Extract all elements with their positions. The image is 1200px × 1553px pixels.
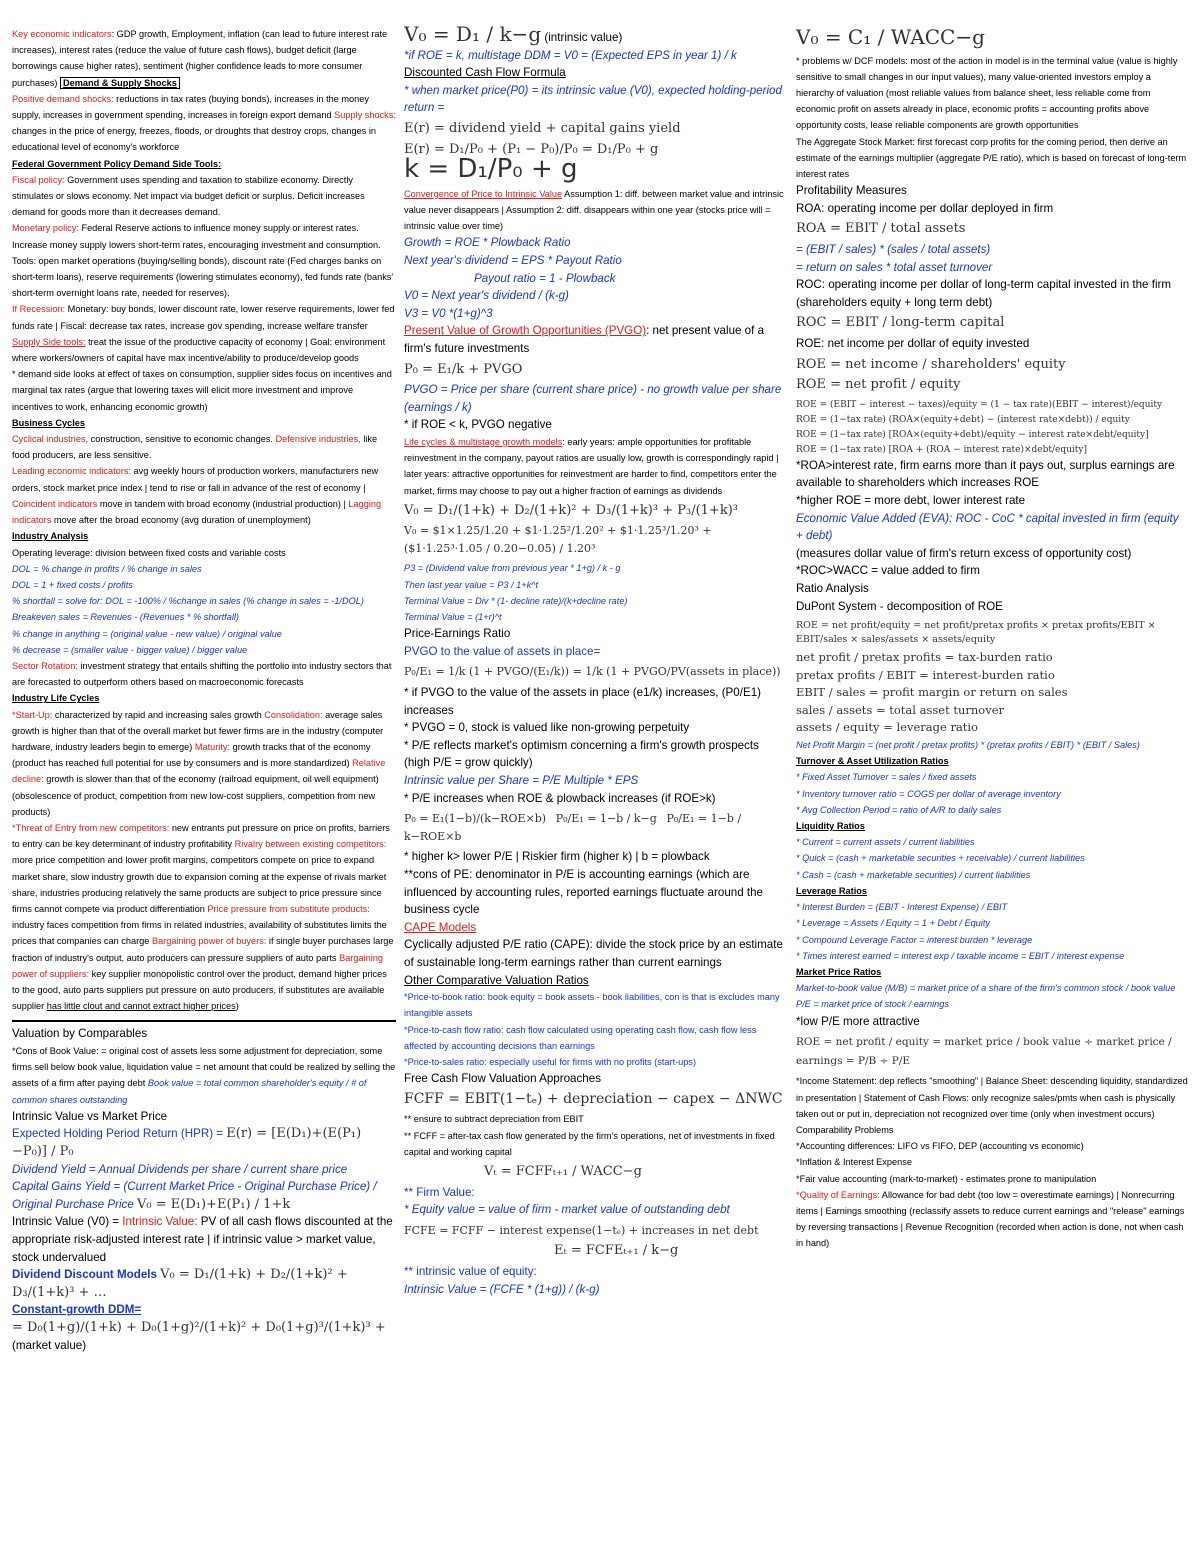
formula-avg-collection: * Avg Collection Period = ratio of A/R to daily sales <box>796 804 1002 815</box>
text-ptb: *Price-to-book ratio: book equity = book assets - book liabilities, con is that is excludes many intangible assets <box>404 992 780 1019</box>
formula-v3: V3 = V0 *(1+g)^3 <box>404 306 493 320</box>
formula-fixed-turnover: * Fixed Asset Turnover = sales / fixed assets <box>796 772 977 783</box>
formula-v0-wacc: V₀ = C₁ / WACC−g <box>796 26 985 49</box>
text-roe-def: ROE: net income per dollar of equity invested <box>796 336 1030 350</box>
heading-constant-growth: Constant-growth DDM= <box>12 1303 142 1317</box>
formula-profit-margin: EBIT / sales = profit margin or return on sales <box>796 685 1068 700</box>
paragraph-econ-indicators: Key economic indicators: GDP growth, Employment, inflation (can lead to future interest rate increases), interest rates (reduce the value of future cash flows), budget deficit (large borrowings cause higher rates), sentiment (higher confidence leads to more consumer purchases) Demand & Supply Shocks <box>12 29 388 88</box>
formula-npm: Net Profit Margin = (net profit / pretax profits) * (pretax profits / EBIT) * (EBIT / Sales) <box>796 740 1140 751</box>
text-accounting-diff: *Accounting differences: LIFO vs FIFO, DEP (accounting vs economic) <box>796 1141 1084 1152</box>
formula-fcfe: FCFE = FCFF − interest expense(1−tₑ) + increases in net debt <box>404 1223 759 1237</box>
formula-payout: Payout ratio = 1 - Plowback <box>474 271 616 285</box>
text-fair-value: *Fair value accounting (mark-to-market) - estimates prone to manipulation <box>796 1173 1097 1184</box>
paragraph-demand-side-note: * demand side looks at effect of taxes on consumption, supplier sides focus on incentives and marginal tax rates (argue that lowering taxes will elicit more investment and improve incentives to work, enhancing economic growth) <box>12 369 392 412</box>
text-pe-increases: * P/E increases when ROE & plowback increases (if ROE>k) <box>404 791 716 805</box>
formula-roe-pe: ROE = net profit / equity = market price / book value ÷ market price / earnings = P/B ÷ P/E <box>796 1036 1172 1067</box>
text-dcf-problems: * problems w/ DCF models: most of the action in model is in the terminal value (value is highly sensitive to small changes in our input values), many value-oriented investors employ a hierarchy of valuation (most reliable values from balance sheet, less reliable come from economic profit on assets already in place, economic profits = accounting profits above opportunity costs, lease reliable components are growth opportunities <box>796 55 1178 131</box>
text-equity-value: * Equity value = value of firm - market value of outstanding debt <box>404 1203 730 1217</box>
formula-terminal-2: Terminal Value = (1+r)^t <box>404 612 502 623</box>
text-fcff-def: ** FCFF = after-tax cash flow generated by the firm's operations, net of investments in fixed capital and working capital <box>404 1130 775 1157</box>
formula-p0-pvgo: P₀ = E₁/k + PVGO <box>404 361 523 377</box>
paragraph-supply-side: Supply Side tools: treat the issue of the productive capacity of economy | Goal: environment where workers/owners of capital have max incentive/ability to produce/develop goods <box>12 336 386 364</box>
heading-demand-supply-shocks: Demand & Supply Shocks <box>60 77 180 89</box>
formula-roa-eq2: = return on sales * total asset turnover <box>796 260 993 274</box>
formula-roe-b1: ROE = (EBIT − interest − taxes)/equity = (1 − tax rate)(EBIT − interest)/equity <box>796 399 1163 410</box>
formula-inventory-turnover: * Inventory turnover ratio = COGS per dollar of average inventory <box>796 788 1061 799</box>
paragraph-monetary: Monetary policy: Federal Reserve actions to influence money supply or interest rates. Increase money supply lowers short-term rates, encouraging investment and consumption. Tools: open market operations (buying/selling bonds), discount rate (Fed charges banks on short-term loans), reserve requirements (lowering stimulates economy), fed funds rate (banks' short-term overnight loans rate, needed for reserves). <box>12 223 394 299</box>
formula-terminal-1: Terminal Value = Div * (1- decline rate)/(k+decline rate) <box>404 595 628 606</box>
formula-tax-burden: net profit / pretax profits = tax-burden ratio <box>796 650 1053 665</box>
formula-vt: Vₜ = FCFFₜ₊₁ / WACC−g <box>484 1163 642 1179</box>
formula-et: Eₜ = FCFEₜ₊₁ / k−g <box>554 1243 679 1259</box>
paragraph-pvgo: Present Value of Growth Opportunities (PVGO): net present value of a firm's future investments <box>404 324 765 355</box>
heading-pvgo-assets: PVGO to the value of assets in place= <box>404 644 601 658</box>
formula-leverage: * Leverage = Assets / Equity = 1 + Debt / Equity <box>796 918 990 929</box>
paragraph-fiscal: Fiscal policy: Government uses spending and taxation to stabilize economy. Directly stimulates or slows economy. Net impact via budget deficit or surplus. Deficit increases demand for goods more than it decreases demand. <box>12 174 365 218</box>
text-inflation: *Inflation & Interest Expense <box>796 1157 912 1168</box>
formula-mb: Market-to-book value (M/B) = market price of a share of the firm's common stock / book value <box>796 983 1176 994</box>
paragraph-convergence: Convergence of Price to Intrinsic Value Assumption 1: diff. between market value and intrinsic value never disappears | Assumption 2: diff. disappears within one year (stocks price will = intrinsic value over time) <box>404 188 784 232</box>
text-income-statement: *Income Statement: dep reflects "smoothing" | Balance Sheet: descending liquidity, standardized in presentation | Statement of Cash Flows: only recognize sales/pmts when cash is physically taken out or put in, depreciation not recognized over time (only when investment occurs) <box>796 1076 1188 1119</box>
formula-pct-decrease: % decrease = (smaller value - bigger value) / bigger value <box>12 644 248 655</box>
formula-leverage-ratio: assets / equity = leverage ratio <box>796 720 979 735</box>
heading-pe-ratio: Price-Earnings Ratio <box>404 627 511 641</box>
formula-dividend-yield: Dividend Yield = Annual Dividends per share / current share price <box>12 1162 348 1176</box>
text-eva-measures: (measures dollar value of firm's return excess of opportunity cost) <box>796 546 1132 560</box>
text-roa-gt: *ROA>interest rate, firm earns more than it pays out, surplus earnings are available to shareholders which increases ROE <box>796 458 1175 490</box>
column-1 <box>12 26 396 1354</box>
formula-hpr: Expected Holding Period Return (HPR) = E(r) = [E(D₁)+(E(P₁)−P₀)] / P₀ <box>12 1126 362 1159</box>
formula-times-interest: * Times interest earned = interest exp / taxable income = EBIT / interest expense <box>796 950 1125 961</box>
formula-p3: P3 = (Dividend value from previous year * 1+g) / k - g <box>404 563 621 574</box>
paragraph-sector-rotation: Sector Rotation: investment strategy that entails shifting the portfolio into industry sectors that are forecasted to outperform others based on macroeconomic forecasts <box>12 660 392 688</box>
heading-market-price-ratios: Market Price Ratios <box>796 966 882 977</box>
paragraph-intrinsic-value: Intrinsic Value (V0) = Intrinsic Value: PV of all cash flows discounted at the appropriate risk-adjusted interest rate | if intrinsic value > market value, stock undervalued <box>12 1215 393 1264</box>
formula-pvgo-def: PVGO = Price per share (current share price) - no growth value per share (earnings / k) <box>404 383 782 414</box>
text-eva: Economic Value Added (EVA): ROC - CoC * capital invested in firm (equity + debt) <box>796 511 1179 543</box>
formula-p0-group: P₀ = E₁(1−b)/(k−ROE×b) P₀/E₁ = 1−b / k−g P₀/E₁ = 1−b / k−ROE×b <box>404 812 742 843</box>
text-roe-k: *if ROE = k, multistage DDM = V0 = (Expected EPS in year 1) / k <box>404 48 737 62</box>
term-supply-shocks: Supply shocks: <box>334 110 396 121</box>
section-divider <box>12 1020 396 1022</box>
text-roa-def: ROA: operating income per dollar deployed in firm <box>796 201 1054 215</box>
formula-k: k = D₁/P₀ + g <box>404 154 578 185</box>
text-aggregate-market: The Aggregate Stock Market: first forecast corp profits for the coming period, then derive an estimate of the earnings multiplier (aggregate P/E ratio), which is based on forecast of long-term interest rates <box>796 136 1187 180</box>
formula-constant-growth: = D₀(1+g)/(1+k) + D₀(1+g)²/(1+k)² + D₀(1+g)³/(1+k)³ + (market value) <box>12 1319 386 1352</box>
paragraph-five-forces: *Threat of Entry from new competitors: new entrants put pressure on price on profits, barriers to entry can be key determinant of industry profitability Rivalry between existing competitors: more price competition and lower profit margins, competitors compete on price to expand market share, slow industry growth due to expansion coming at the expense of rivals market share, industries producing relatively the same products are subject to price pressure since firms cannot compete via product differentiation Price pressure from substitute products: industry faces competition from firms in related industries, availability of substitutes limits the prices that companies can charge Bargaining power of buyers: if single buyer purchases large fraction of industry's output, auto producers can pressure suppliers of auto parts Bargaining power of suppliers: key supplier monopolistic control over the product, demand higher prices to the good, auto parts suppliers put pressure on auto producers, if substitutes are available supplier has little clout and cannot extract higher prices) <box>12 822 394 1012</box>
text-roe-lt-k: * if ROE < k, PVGO negative <box>404 418 552 432</box>
formula-v0-growth: V₀ = D₁ / k−g (intrinsic value) <box>404 26 623 46</box>
column-3 <box>796 26 1188 1252</box>
heading-dupont: DuPont System - decomposition of ROE <box>796 599 1003 613</box>
heading-other-ratios: Other Comparative Valuation Ratios <box>404 973 589 987</box>
formula-interest-burden: pretax profits / EBIT = interest-burden ratio <box>796 667 1055 682</box>
text-firm-value: ** Firm Value: <box>404 1185 475 1199</box>
formula-pvgo-assets: P₀/E₁ = 1/k (1 + PVGO/(E₁/k)) = 1/k (1 + PVGO/PV(assets in place)) <box>404 665 781 679</box>
heading-dcf-formula: Discounted Cash Flow Formula <box>404 66 566 80</box>
formula-dupont: ROE = net profit/equity = net profit/pretax profits × pretax profits/EBIT × EBIT/sales × sales/assets × assets/equity <box>796 620 1156 646</box>
heading-intrinsic-vs-market: Intrinsic Value vs Market Price <box>12 1109 168 1123</box>
formula-cash: * Cash = (cash + marketable securities) / current liabilities <box>796 869 1031 880</box>
text-pe-reflects: * P/E reflects market's optimism concerning a firm's growth prospects (high P/E = grow quickly) <box>404 738 759 770</box>
heading-cape: CAPE Models <box>404 920 477 934</box>
paragraph-life-cycle: *Start-Up: characterized by rapid and increasing sales growth Consolidation: average sales growth is higher than that of the overall market but fewer firms are in the industry (computer hardware, industry leaders begin to emerge) Maturity: growth tracks that of the economy (product has reached full potential for use by consumers and is more standardized) Relative decline: growth is slower than that of the economy (railroad equipment, oil well equipment) (obsolescence of product, competition from new low-cost suppliers, competition from new products) <box>12 709 386 817</box>
heading-turnover-ratios: Turnover & Asset Utilization Ratios <box>796 756 949 767</box>
formula-asset-turnover: sales / assets = total asset turnover <box>796 702 1005 717</box>
formula-quick: * Quick = (cash + marketable securities + receivable) / current liabilities <box>796 853 1085 864</box>
formula-capital-gains: Capital Gains Yield = (Current Market Price - Original Purchase Price) / Original Purchase Price V₀ = E(D₁)+E(P₁) / 1+k <box>12 1180 377 1212</box>
formula-roa: ROA = EBIT / total assets <box>796 221 966 237</box>
heading-ratio-analysis: Ratio Analysis <box>796 581 869 595</box>
text-op-leverage: Operating leverage: division between fixed costs and variable costs <box>12 547 286 558</box>
text-ensure: ** ensure to subtract depreciation from EBIT <box>404 1114 584 1125</box>
text-cons-pe: **cons of PE: denominator in P/E is accounting earnings (which are influenced by accounting rules, reported earnings fluctuate around the business cycle <box>404 868 763 917</box>
heading-liquidity-ratios: Liquidity Ratios <box>796 821 865 832</box>
formula-roe-b2: ROE = (1−tax rate) (ROA×(equity+debt) − (interest rate×debt)) / equity <box>796 414 1130 425</box>
text-pts: *Price-to-sales ratio: especially useful for firms with no profits (start-ups) <box>404 1056 697 1067</box>
formula-roa-eq1: = (EBIT / sales) * (sales / total assets) <box>796 243 991 256</box>
heading-business-cycles: Business Cycles <box>12 417 86 428</box>
formula-roe-2: ROE = net profit / equity <box>796 377 961 393</box>
formula-next-dividend: Next year's dividend = EPS * Payout Ratio <box>404 253 622 267</box>
heading-industry-life-cycles: Industry Life Cycles <box>12 693 100 704</box>
heading-fed-policy: Federal Government Policy Demand Side Tools: <box>12 158 222 169</box>
paragraph-quality-earnings: *Quality of Earnings: Allowance for bad debt (too low = overestimate earnings) | Nonrecurring items | Earnings smoothing (reclassify assets to reduce current earnings and "release" earnings by reversing transactions | Revenue Recognition (recorded when action is done, not when cash in hand) <box>796 1189 1185 1249</box>
formula-roc: ROC = EBIT / long-term capital <box>796 315 1005 331</box>
paragraph-pos-demand: Positive demand shocks: reductions in tax rates (buying bonds), increases in the money supply, increases in government spending, increases in foreign export demand Supply shocks: changes in the price of energy, freezes, floods, or droughts that destroy crops, changes in educational level of economy's workforce <box>12 93 396 153</box>
paragraph-recession: If Recession: Monetary: buy bonds, lower discount rate, lower reserve requirements, lower fed funds rate | Fiscal: decrease tax rates, increase gov spending, increase welfare transfer <box>12 304 395 331</box>
heading-leverage-ratios: Leverage Ratios <box>796 885 867 896</box>
term-key-economic-indicators: Key economic indicators <box>12 29 112 39</box>
text-higher-roe: *higher ROE = more debt, lower interest rate <box>796 493 1026 507</box>
text-pvgo-zero: * PVGO = 0, stock is valued like non-growing perpetuity <box>404 721 690 735</box>
formula-dol-1: DOL = % change in profits / % change in sales <box>12 563 202 574</box>
formula-pct-change: % change in anything = (original value - new value) / original value <box>12 628 282 639</box>
text-ptcf: *Price-to-cash flow ratio: cash flow calculated using operating cash flow, cash flow less affected by accounting decisions than earnings <box>404 1024 757 1051</box>
formula-growth: Growth = ROE * Plowback Ratio <box>404 236 571 250</box>
formula-v0-multistage: V₀ = D₁/(1+k) + D₂/(1+k)² + D₃/(1+k)³ + P₃/(1+k)³ <box>404 502 738 518</box>
heading-fcf-approaches: Free Cash Flow Valuation Approaches <box>404 1072 601 1086</box>
formula-interest-burden-2: * Interest Burden = (EBIT - Interest Expense) / EBIT <box>796 902 1008 913</box>
formula-v0-next: V0 = Next year's dividend / (k-g) <box>404 289 569 303</box>
heading-industry-analysis: Industry Analysis <box>12 531 89 542</box>
formula-ddm: Dividend Discount Models V₀ = D₁/(1+k) + D₂/(1+k)² + D₃/(1+k)³ + … <box>12 1267 348 1300</box>
formula-roe: ROE = net income / shareholders' equity <box>796 356 1066 372</box>
text-intrinsic-equity: ** intrinsic value of equity: <box>404 1264 537 1278</box>
formula-then-last: Then last year value = P3 / 1+k^t <box>404 579 539 590</box>
formula-er: E(r) = D₁/P₀ + (P₁ − P₀)/P₀ = D₁/P₀ + g <box>404 141 659 157</box>
formula-intrinsic-pe: Intrinsic value per Share = P/E Multiple * EPS <box>404 774 639 788</box>
formula-compound-leverage: * Compound Leverage Factor = interest burden * leverage <box>796 934 1033 945</box>
formula-fcff: FCFF = EBIT(1−tₑ) + depreciation − capex − ΔNWC <box>404 1090 783 1107</box>
formula-roe-b4: ROE = (1−tax rate) [ROA + (ROA − interest rate)×debt/equity] <box>796 444 1088 455</box>
text-if-pvgo: * if PVGO to the value of the assets in place (e1/k) increases, (P0/E1) increases <box>404 686 762 717</box>
formula-pe: P/E = market price of stock / earnings <box>796 999 949 1010</box>
paragraph-cyclical: Cyclical industries, construction, sensitive to economic changes. Defensive industries, like food producers, are less sensitive. <box>12 434 378 461</box>
term-positive-demand: Positive demand shocks: <box>12 93 114 104</box>
formula-dol-2: DOL = 1 + fixed costs / profits <box>12 579 133 590</box>
paragraph-book-value: *Cons of Book Value: = original cost of assets less some adjustment for depreciation, some firms sell below book value, liquidation value = net amount that could be realized by selling the assets of a firm after paying debt Book value = total common shareholder's equity / # of common shares outstanding <box>12 1045 396 1105</box>
heading-profitability: Profitability Measures <box>796 184 907 198</box>
formula-v0-numeric: V₀ = $1×1.25/1.20 + $1·1.25²/1.20² + $1·1.25³/1.20³ + ($1·1.25³·1.05 / 0.20−0.05) / 1.20³ <box>404 524 712 555</box>
paragraph-indicators: Leading economic indicators: avg weekly hours of production workers, manufacturers new orders, stock market price index | tend to rise or fall in advance of the rest of economy | Coincident indicators move in tandem with broad economy (industrial production) | Lagging indicators move after the broad economy (avg duration of unemployment) <box>12 466 382 526</box>
formula-roe-b3: ROE = (1−tax rate) [ROA×(equity+debt)/equity − interest rate×debt/equity] <box>796 429 1149 440</box>
text-low-pe: *low P/E more attractive <box>796 1014 920 1028</box>
formula-current: * Current = current assets / current liabilities <box>796 837 975 848</box>
text-dcf-when: * when market price(P0) = its intrinsic value (V0), expected holding-period return = <box>404 83 782 115</box>
formula-intrinsic-fcfe: Intrinsic Value = (FCFE * (1+g)) / (k-g) <box>404 1282 600 1296</box>
column-2 <box>404 26 786 1298</box>
text-higher-k: * higher k> lower P/E | Riskier firm (higher k) | b = plowback <box>404 850 710 864</box>
text-roc-wacc: *ROC>WACC = value added to firm <box>796 564 980 578</box>
heading-comparability: Comparability Problems <box>796 1124 894 1135</box>
formula-breakeven: Breakeven sales = Revenues - (Revenues * % shortfall) <box>12 612 239 623</box>
text-cape: Cyclically adjusted P/E ratio (CAPE): divide the stock price by an estimate of sustainable long-term earnings rather than current earnings <box>404 938 783 969</box>
formula-er-dividend: E(r) = dividend yield + capital gains yield <box>404 120 681 136</box>
heading-valuation-comparables: Valuation by Comparables <box>12 1027 148 1041</box>
text-roc-def: ROC: operating income per dollar of long-term capital invested in the firm (shareholders equity + long term debt) <box>796 278 1172 309</box>
paragraph-lifecycle: Life cycles & multistage growth models: early years: ample opportunities for profitable reinvestment in the company, payout ratios are usually low, growth is correspondingly rapid | later years: attractive opportunities for reinvestment are harder to find, competitors enter the market, firms may choose to pay out a higher fraction of earnings as dividends <box>404 436 779 496</box>
formula-shortfall: % shortfall = solve for: DOL = -100% / %change in sales (% change in sales = -1/DOL) <box>12 596 364 607</box>
